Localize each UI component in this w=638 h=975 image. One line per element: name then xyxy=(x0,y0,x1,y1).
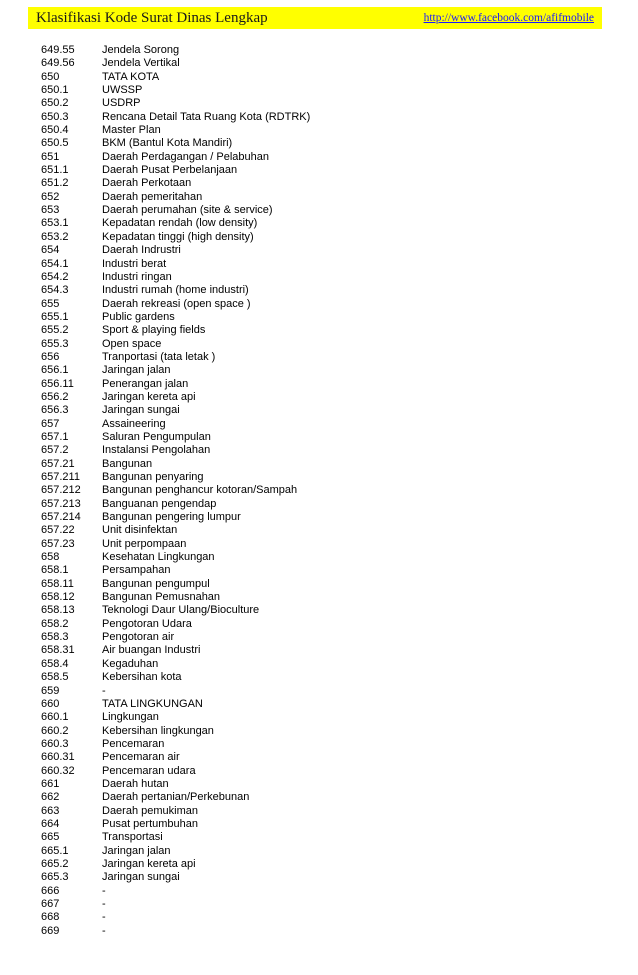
entry-description: - xyxy=(102,911,106,924)
entry-code: 654.2 xyxy=(41,270,69,283)
entry-description: Daerah rekreasi (open space ) xyxy=(102,297,251,310)
entry-code: 655.2 xyxy=(41,324,69,337)
list-item xyxy=(41,631,601,644)
classification-list xyxy=(41,44,601,938)
entry-code: 649.55 xyxy=(41,44,75,56)
entry-code: 658.4 xyxy=(41,657,69,670)
entry-description: Jendela Sorong xyxy=(102,44,180,56)
list-item xyxy=(41,217,601,230)
list-item xyxy=(41,751,601,764)
entry-description: Bangunan pengering lumpur xyxy=(102,511,241,524)
entry-code: 656.2 xyxy=(41,390,69,403)
list-item xyxy=(41,885,601,898)
list-item xyxy=(41,84,601,97)
entry-description: Tranportasi (tata letak ) xyxy=(102,350,216,363)
entry-code: 654.1 xyxy=(41,257,69,270)
entry-code: 650.4 xyxy=(41,124,69,137)
entry-code: 657 xyxy=(41,417,60,430)
entry-description: Daerah Perdagangan / Pelabuhan xyxy=(102,150,269,163)
list-item xyxy=(41,564,601,577)
entry-description: Pencemaran air xyxy=(102,751,180,764)
entry-code: 657.214 xyxy=(41,511,81,524)
facebook-link[interactable]: http://www.facebook.com/afifmobile xyxy=(423,12,594,24)
entry-code: 650.3 xyxy=(41,110,69,123)
list-item xyxy=(41,578,601,591)
entry-description: Jaringan jalan xyxy=(102,364,171,377)
entry-code: 658.2 xyxy=(41,617,69,630)
entry-description: Assaineering xyxy=(102,417,166,430)
entry-description: Kebersihan lingkungan xyxy=(102,724,214,737)
entry-code: 662 xyxy=(41,791,60,804)
entry-code: 657.212 xyxy=(41,484,81,497)
entry-code: 657.211 xyxy=(41,471,80,483)
entry-code: 655.3 xyxy=(41,337,69,350)
entry-code: 655.1 xyxy=(41,310,69,323)
entry-description: Daerah pemeritahan xyxy=(102,190,203,203)
entry-code: 665.1 xyxy=(41,844,69,857)
entry-code: 668 xyxy=(41,911,60,924)
entry-code: 657.23 xyxy=(41,537,75,550)
entry-code: 650.1 xyxy=(41,84,69,97)
entry-code: 657.2 xyxy=(41,444,69,457)
entry-description: Kepadatan rendah (low density) xyxy=(102,217,258,230)
entry-description: Kegaduhan xyxy=(102,657,159,670)
list-item xyxy=(41,765,601,778)
list-item xyxy=(41,231,601,244)
list-item xyxy=(41,591,601,604)
list-item xyxy=(41,271,601,284)
list-item xyxy=(41,378,601,391)
entry-description: TATA KOTA xyxy=(102,70,160,83)
entry-description: Bangunan penyaring xyxy=(102,471,204,483)
list-item xyxy=(41,97,601,110)
entry-description: Unit disinfektan xyxy=(102,524,178,537)
entry-code: 661 xyxy=(41,777,60,790)
entry-code: 669 xyxy=(41,924,60,937)
list-item xyxy=(41,484,601,497)
list-item xyxy=(41,364,601,377)
entry-description: Jendela Vertikal xyxy=(102,57,180,70)
list-item xyxy=(41,431,601,444)
entry-code: 654 xyxy=(41,244,60,257)
list-item xyxy=(41,644,601,657)
entry-description: Teknologi Daur Ulang/Bioculture xyxy=(102,604,260,617)
entry-code: 663 xyxy=(41,804,60,817)
entry-code: 657.22 xyxy=(41,524,75,537)
entry-description: Air buangan Industri xyxy=(102,644,201,657)
entry-description: Daerah pertanian/Perkebunan xyxy=(102,791,250,804)
list-item xyxy=(41,44,601,57)
entry-code: 656 xyxy=(41,350,60,363)
entry-description: UWSSP xyxy=(102,84,143,97)
list-item xyxy=(41,845,601,858)
entry-code: 660.32 xyxy=(41,764,75,777)
entry-code: 649.56 xyxy=(41,57,75,70)
entry-code: 658.12 xyxy=(41,591,75,604)
entry-description: Persampahan xyxy=(102,564,171,577)
entry-description: Saluran Pengumpulan xyxy=(102,430,211,443)
list-item xyxy=(41,618,601,631)
entry-code: 650 xyxy=(41,70,60,83)
entry-description: - xyxy=(102,924,106,937)
entry-description: Industri ringan xyxy=(102,270,172,283)
list-item xyxy=(41,524,601,537)
entry-code: 657.1 xyxy=(41,430,69,443)
list-item xyxy=(41,177,601,190)
entry-code: 650.5 xyxy=(41,137,69,150)
entry-code: 651.1 xyxy=(41,164,69,177)
entry-description: Jaringan kereta api xyxy=(102,857,196,870)
list-item xyxy=(41,671,601,684)
list-item xyxy=(41,311,601,324)
entry-code: 653.2 xyxy=(41,230,69,243)
entry-description: Pusat pertumbuhan xyxy=(102,817,199,830)
list-item xyxy=(41,244,601,257)
entry-description: Master Plan xyxy=(102,124,161,137)
entry-description: BKM (Bantul Kota Mandiri) xyxy=(102,137,233,150)
list-item xyxy=(41,324,601,337)
entry-code: 660.2 xyxy=(41,724,69,737)
entry-code: 658.3 xyxy=(41,631,69,644)
entry-description: Pencemaran xyxy=(102,737,165,750)
list-item xyxy=(41,658,601,671)
entry-code: 658.1 xyxy=(41,564,69,577)
list-item xyxy=(41,551,601,564)
list-item xyxy=(41,404,601,417)
list-item xyxy=(41,898,601,911)
list-item xyxy=(41,538,601,551)
list-item xyxy=(41,137,601,150)
entry-code: 654.3 xyxy=(41,284,69,297)
list-item xyxy=(41,725,601,738)
list-item xyxy=(41,738,601,751)
entry-description: - xyxy=(102,684,106,697)
entry-description: Daerah pemukiman xyxy=(102,804,198,817)
entry-code: 660.1 xyxy=(41,711,69,724)
entry-code: 665.2 xyxy=(41,857,69,870)
list-item xyxy=(41,818,601,831)
entry-description: Jaringan sungai xyxy=(102,871,180,884)
entry-code: 657.21 xyxy=(41,457,75,470)
list-item xyxy=(41,604,601,617)
list-item xyxy=(41,511,601,524)
list-item xyxy=(41,164,601,177)
entry-code: 664 xyxy=(41,817,60,830)
list-item xyxy=(41,925,601,938)
list-item xyxy=(41,458,601,471)
list-item xyxy=(41,204,601,217)
entry-code: 656.11 xyxy=(41,377,74,390)
entry-description: USDRP xyxy=(102,97,141,110)
entry-description: Kesehatan Lingkungan xyxy=(102,551,215,564)
list-item xyxy=(41,791,601,804)
list-item xyxy=(41,805,601,818)
list-item xyxy=(41,685,601,698)
list-item xyxy=(41,871,601,884)
list-item xyxy=(41,338,601,351)
entry-description: Daerah Perkotaan xyxy=(102,177,192,190)
list-item xyxy=(41,498,601,511)
list-item xyxy=(41,711,601,724)
list-item xyxy=(41,778,601,791)
entry-description: Pencemaran udara xyxy=(102,764,196,777)
list-item xyxy=(41,444,601,457)
entry-code: 650.2 xyxy=(41,97,69,110)
entry-code: 651 xyxy=(41,150,60,163)
entry-code: 660 xyxy=(41,697,60,710)
entry-description: Jaringan kereta api xyxy=(102,390,196,403)
entry-description: Instalansi Pengolahan xyxy=(102,444,211,457)
entry-description: Bangunan penghancur kotoran/Sampah xyxy=(102,484,298,497)
list-item xyxy=(41,284,601,297)
list-item xyxy=(41,71,601,84)
list-item xyxy=(41,471,601,484)
entry-code: 657.213 xyxy=(41,497,81,510)
entry-description: Rencana Detail Tata Ruang Kota (RDTRK) xyxy=(102,110,311,123)
entry-description: Open space xyxy=(102,337,162,350)
list-item xyxy=(41,57,601,70)
entry-description: Daerah Indrustri xyxy=(102,244,181,257)
entry-description: Banguanan pengendap xyxy=(102,497,217,510)
entry-description: Bangunan Pemusnahan xyxy=(102,591,221,604)
list-item xyxy=(41,391,601,404)
entry-code: 652 xyxy=(41,190,60,203)
list-item xyxy=(41,191,601,204)
entry-description: Pengotoran Udara xyxy=(102,617,192,630)
entry-description: - xyxy=(102,884,106,897)
list-item xyxy=(41,418,601,431)
entry-description: Industri berat xyxy=(102,257,167,270)
entry-description: - xyxy=(102,898,106,910)
list-item xyxy=(41,831,601,844)
list-item xyxy=(41,298,601,311)
entry-description: Pengotoran air xyxy=(102,631,175,644)
entry-description: Jaringan jalan xyxy=(102,844,171,857)
entry-code: 658.13 xyxy=(41,604,75,617)
entry-description: Kebersihan kota xyxy=(102,671,182,684)
entry-description: Bangunan pengumpul xyxy=(102,577,210,590)
entry-description: Sport & playing fields xyxy=(102,324,206,337)
entry-description: Bangunan xyxy=(102,457,153,470)
entry-code: 651.2 xyxy=(41,177,69,190)
entry-code: 660.31 xyxy=(41,751,75,764)
entry-description: Lingkungan xyxy=(102,711,159,724)
entry-description: Industri rumah (home industri) xyxy=(102,284,249,297)
entry-code: 665 xyxy=(41,831,60,844)
document-title: Klasifikasi Kode Surat Dinas Lengkap xyxy=(36,9,268,26)
entry-code: 658.11 xyxy=(41,577,74,590)
entry-description: Public gardens xyxy=(102,310,175,323)
entry-code: 658.5 xyxy=(41,671,69,684)
list-item xyxy=(41,151,601,164)
list-item xyxy=(41,124,601,137)
list-item xyxy=(41,111,601,124)
entry-description: Penerangan jalan xyxy=(102,377,189,390)
list-item xyxy=(41,351,601,364)
entry-description: Jaringan sungai xyxy=(102,404,180,417)
entry-code: 655 xyxy=(41,297,60,310)
page-header xyxy=(28,7,602,29)
list-item xyxy=(41,258,601,271)
entry-description: Transportasi xyxy=(102,831,163,844)
entry-code: 667 xyxy=(41,898,60,910)
entry-code: 658 xyxy=(41,551,60,564)
list-item xyxy=(41,858,601,871)
entry-code: 660.3 xyxy=(41,737,69,750)
entry-description: TATA LINGKUNGAN xyxy=(102,697,203,710)
entry-description: Kepadatan tinggi (high density) xyxy=(102,230,254,243)
entry-description: Daerah Pusat Perbelanjaan xyxy=(102,164,238,177)
entry-code: 653.1 xyxy=(41,217,69,230)
entry-description: Daerah hutan xyxy=(102,777,169,790)
entry-code: 665.3 xyxy=(41,871,69,884)
entry-code: 666 xyxy=(41,884,60,897)
list-item xyxy=(41,911,601,924)
entry-code: 656.1 xyxy=(41,364,69,377)
entry-description: Daerah perumahan (site & service) xyxy=(102,204,273,217)
entry-code: 658.31 xyxy=(41,644,75,657)
entry-code: 653 xyxy=(41,204,60,217)
list-item xyxy=(41,698,601,711)
entry-code: 656.3 xyxy=(41,404,69,417)
entry-description: Unit perpompaan xyxy=(102,537,187,550)
entry-code: 659 xyxy=(41,684,60,697)
